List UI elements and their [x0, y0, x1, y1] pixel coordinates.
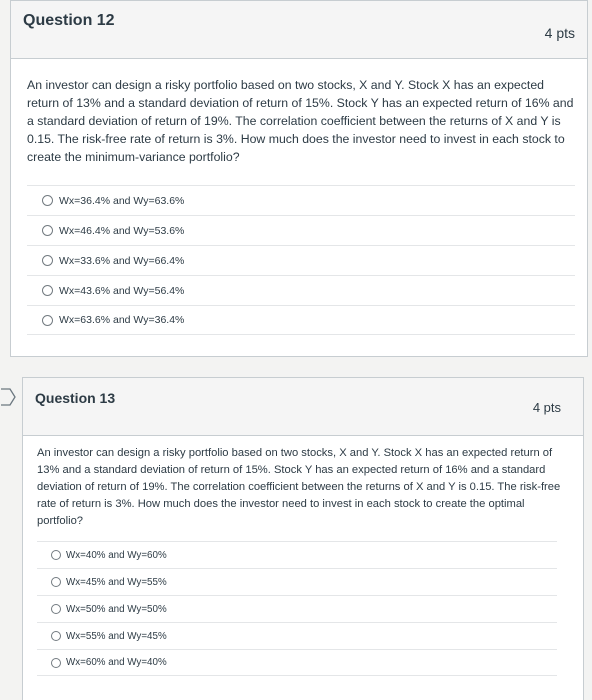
question-13-card: [22, 377, 584, 700]
answer-label: Wx=60% and Wy=40%: [66, 657, 167, 668]
answer-option[interactable]: [37, 568, 557, 595]
answer-label: Wx=55% and Wy=45%: [66, 630, 167, 642]
radio-button-icon[interactable]: [51, 577, 61, 587]
radio-button-icon[interactable]: [42, 285, 53, 296]
answer-option[interactable]: [37, 622, 557, 649]
question-points: 4 pts: [544, 25, 575, 41]
radio-button-icon[interactable]: [42, 195, 53, 206]
answer-option[interactable]: [37, 595, 557, 622]
answer-list: [27, 185, 575, 335]
answer-option[interactable]: [27, 305, 575, 335]
answer-option[interactable]: [37, 541, 557, 568]
answer-option[interactable]: [27, 275, 575, 305]
question-header: [11, 1, 587, 59]
question-header: [23, 378, 583, 436]
question-title: Question 13: [35, 390, 116, 406]
answer-label: Wx=63.6% and Wy=36.4%: [59, 314, 185, 326]
radio-button-icon[interactable]: [51, 550, 61, 560]
answer-label: Wx=43.6% and Wy=56.4%: [59, 284, 185, 297]
answer-option[interactable]: [27, 245, 575, 275]
answer-label: Wx=45% and Wy=55%: [66, 576, 167, 588]
answer-option[interactable]: [27, 215, 575, 245]
answer-option[interactable]: [27, 185, 575, 215]
question-text: An investor can design a risky portfolio based on two stocks, X and Y. Stock X has an expected return of 13% and a standard deviation of return of 15%. Stock Y has an expected return of 16% and a standard deviation of return of 19%. The correlation coefficient between the returns of X and Y is 0.15. The risk-free rate of return is 3%. How much does the investor need to invest in each stock to create the optimal portfolio?: [37, 447, 561, 527]
radio-button-icon[interactable]: [51, 604, 61, 614]
question-text: An investor can design a risky portfolio based on two stocks, X and Y. Stock X has an expected return of 13% and a standard deviation of return of 15%. Stock Y has an expected return of 16% and a standard deviation of return of 19%. The correlation coefficient between the returns of X and Y is 0.15. The risk-free rate of return is 3%. How much does the investor need to invest in each stock to create the minimum-variance portfolio?: [27, 78, 574, 164]
radio-button-icon[interactable]: [42, 225, 53, 236]
question-points: 4 pts: [532, 400, 561, 415]
answer-label: Wx=33.6% and Wy=66.4%: [59, 254, 185, 267]
radio-button-icon[interactable]: [42, 315, 53, 326]
answer-label: Wx=50% and Wy=50%: [66, 603, 167, 615]
question-12-card: [10, 0, 588, 357]
radio-button-icon[interactable]: [51, 631, 61, 641]
answer-list: [37, 541, 557, 676]
answer-label: Wx=40% and Wy=60%: [66, 549, 167, 561]
question-title: Question 12: [23, 12, 115, 29]
answer-label: Wx=36.4% and Wy=63.6%: [59, 194, 185, 207]
answer-option[interactable]: [37, 649, 557, 676]
radio-button-icon[interactable]: [42, 255, 53, 266]
answer-label: Wx=46.4% and Wy=53.6%: [59, 224, 185, 237]
flag-marker-icon[interactable]: [0, 388, 16, 406]
radio-button-icon[interactable]: [51, 658, 61, 668]
